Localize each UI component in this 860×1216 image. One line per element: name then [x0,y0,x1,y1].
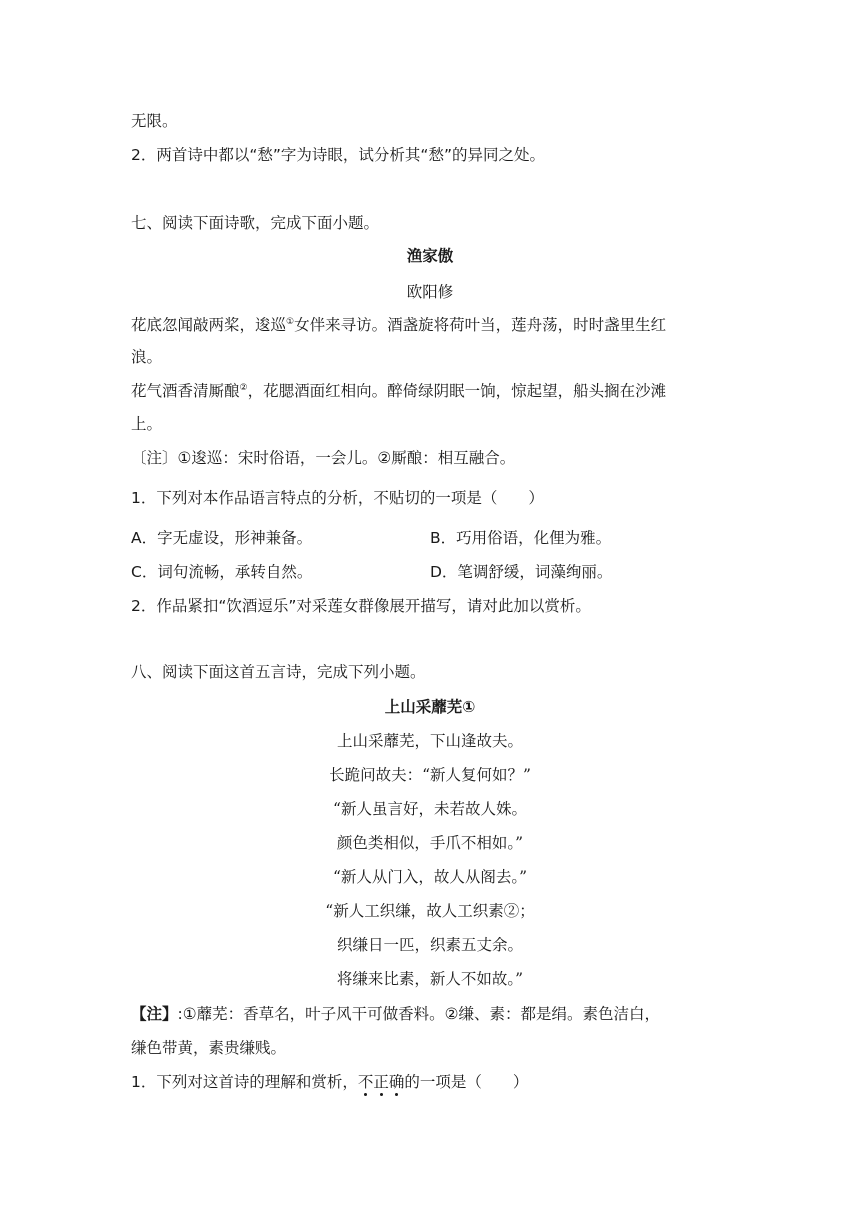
question-text: 的一项是（ ） [404,1073,529,1091]
question-line [131,1072,528,1092]
question-line: 2．两首诗中都以“愁”字为诗眼，试分析其“愁”的异同之处。 [131,146,545,164]
verse-line: 上山采蘼芜，下山逢故夫。 [336,732,523,750]
emphasis-char: 正 [373,1073,389,1091]
footnote-mark: ② [239,382,248,393]
poem-text: ，花腮酒面红相向。醉倚绿阴眠一饷，惊起望，船头搁在沙滩 [247,382,667,400]
footnote-mark: ① [286,316,295,327]
note-text: :①蘼芜：香草名，叶子风干可做香料。②缣、素：都是绢。素色洁白， [177,1005,661,1023]
poem-line [131,315,666,335]
poem-line: 上。 [131,415,163,433]
verse-line: “新人虽言好，未若故人姝。 [333,800,527,818]
poem-text: 花气酒香清厮酿 [131,382,240,400]
text-line: 无限。 [131,112,178,130]
poem-line: 浪。 [131,348,163,366]
note-line: 缣色带黄，素贵缣贱。 [131,1039,287,1057]
poem-text: 花底忽闻敲两桨，逡巡 [131,316,287,334]
option-b: B．巧用俗语，化俚为雅。 [430,529,612,547]
poem-title: 上山采蘼芜① [384,698,476,716]
poem-text: 女伴来寻访。酒盏旋将荷叶当，莲舟荡，时时盏里生红 [294,316,667,334]
note-label: 【注】 [131,1005,178,1023]
poem-author: 欧阳修 [406,283,454,301]
verse-line: 将缣来比素，新人不如故。” [336,970,524,988]
verse-line: 织缣日一匹，织素五丈余。 [336,936,523,954]
question-text: 1．下列对这首诗的理解和赏析， [131,1073,358,1091]
verse-line: 长跪问故夫：“新人复何如？” [329,766,531,784]
section-heading: 八、阅读下面这首五言诗，完成下列小题。 [131,663,426,681]
option-c: C．词句流畅，承转自然。 [131,563,313,581]
question-line: 1．下列对本作品语言特点的分析，不贴切的一项是（ ） [131,489,544,507]
verse-line: “新人工织缣，故人工织素②； [325,902,535,920]
question-line: 2．作品紧扣“饮酒逗乐”对采莲女群像展开描写，请对此加以赏析。 [131,597,591,615]
verse-line: “新人从门入，故人从阁去。” [332,868,528,886]
emphasis-char: 确 [388,1073,405,1091]
note-line: 〔注〕①逡巡：宋时俗语，一会儿。②厮酿：相互融合。 [131,449,516,467]
option-d: D．笔调舒缓，词藻绚丽。 [430,563,613,581]
poem-line [131,381,666,401]
verse-line: 颜色类相似，手爪不相如。” [336,834,524,852]
emphasis-char: 不 [357,1073,374,1091]
note-line [131,1004,660,1024]
option-a: A．字无虚设，形神兼备。 [131,529,313,547]
section-heading: 七、阅读下面诗歌，完成下面小题。 [131,214,380,232]
poem-title: 渔家傲 [406,247,454,265]
